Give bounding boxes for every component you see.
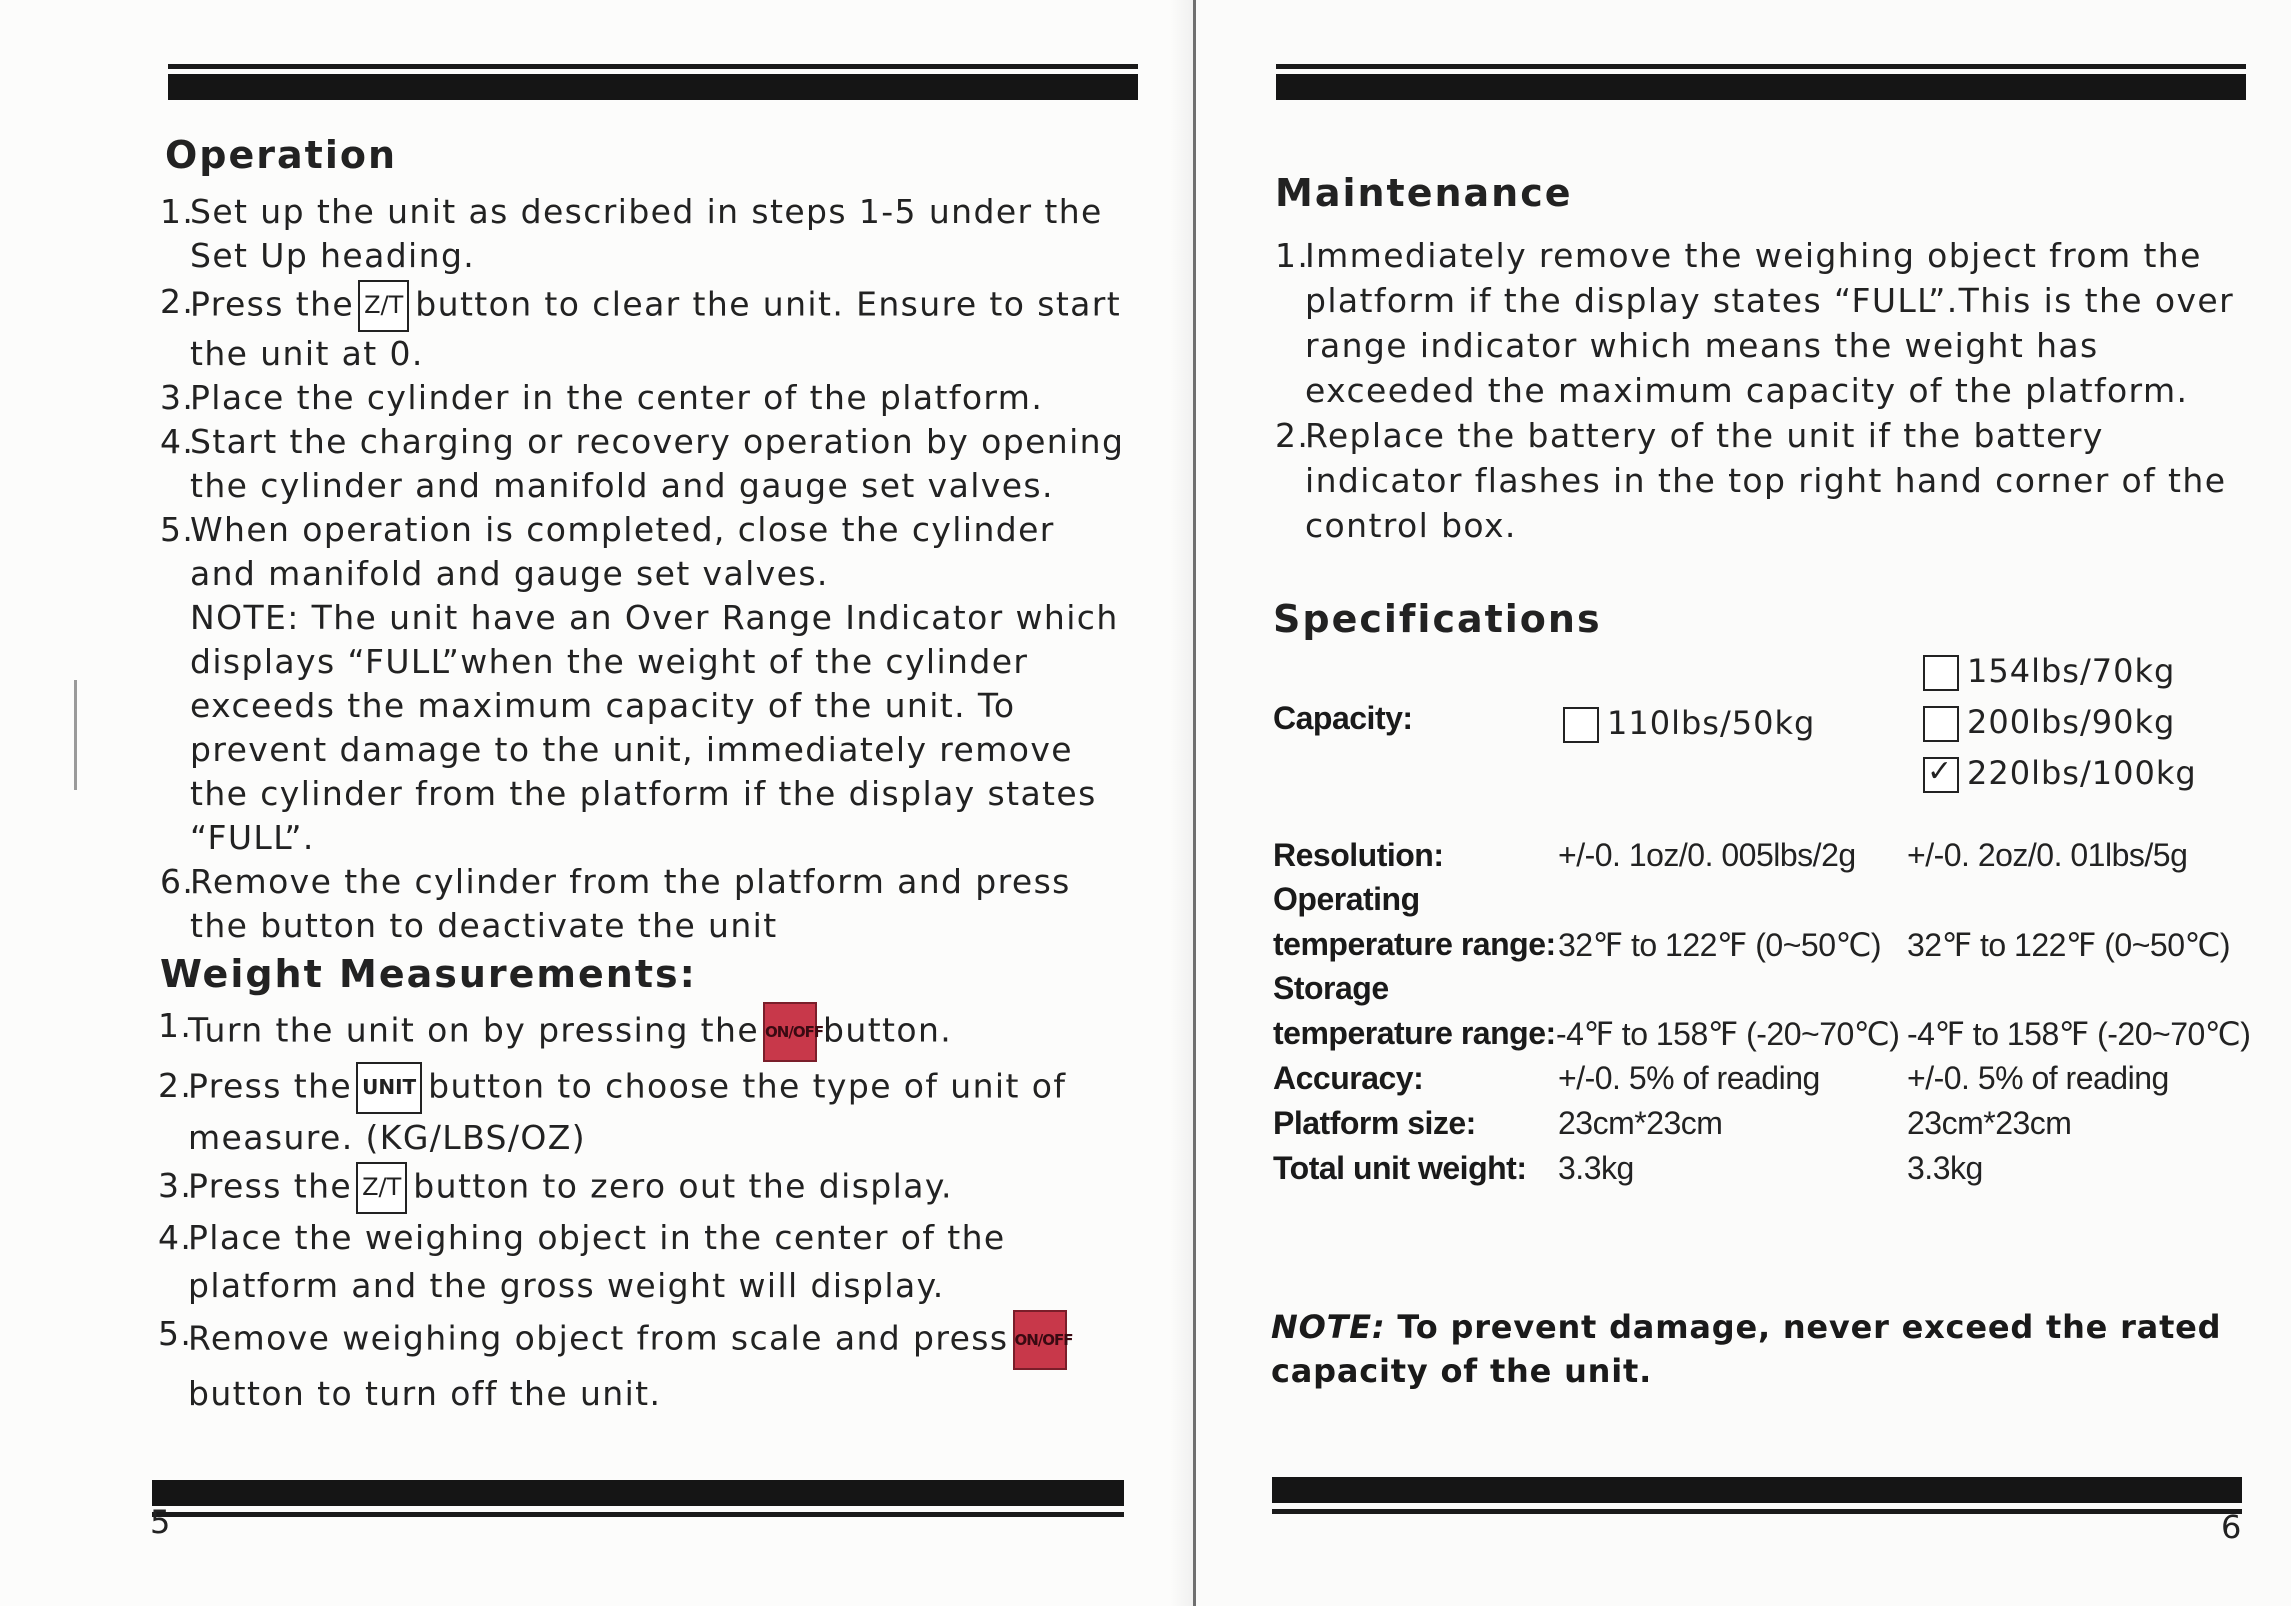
maintenance-step-1: 1. Immediately remove the weighing object from the platform if the display states “FULL”.This is the over range indicator which means the weight has exceeded the maximum capacity of the platform. (1275, 236, 2235, 410)
weight-steps (158, 1002, 1148, 1418)
unit-key-icon: UNIT (356, 1062, 422, 1114)
operation-heading: Operation (165, 133, 398, 177)
operation-step-3: 3. Place the cylinder in the center of the platform. (160, 378, 1044, 417)
header-rule-left (168, 64, 1138, 100)
weight-step-5: 5. Remove weighing object from scale and press ON/OFFbutton to turn off the unit. (158, 1310, 1148, 1418)
checkbox-checked-icon (1923, 754, 1959, 793)
edge-mark (74, 680, 77, 790)
operation-steps (160, 190, 1130, 948)
book-spine (1193, 0, 1196, 1606)
on-off-key-icon: ON/OFF (763, 1002, 817, 1062)
zt-key-icon: Z/T (358, 280, 409, 332)
operation-step-4: 4. Start the charging or recovery operation by opening the cylinder and manifold and gauge set valves. (160, 422, 1125, 505)
page-number-left: 5 (150, 1503, 171, 1541)
checkbox-unchecked-icon (1923, 655, 1959, 691)
weight-step-1: 1. Turn the unit on by pressing the ON/OFFbutton. (158, 1002, 1148, 1062)
capacity-option-200: 200lbs/90kg (1923, 703, 2175, 742)
operation-step-1: 1. Set up the unit as described in steps 1-5 under the Set Up heading. (160, 192, 1103, 275)
specifications-heading: Specifications (1273, 597, 1602, 641)
header-rule-right (1276, 64, 2246, 100)
checkbox-unchecked-icon (1923, 706, 1959, 742)
operation-step-6: 6. Remove the cylinder from the platform and press the button to deactivate the unit (160, 862, 1071, 945)
page-number-right: 6 (2221, 1508, 2242, 1546)
maintenance-steps (1275, 233, 2250, 548)
capacity-label: Capacity: (1273, 700, 1413, 736)
footer-rule-left (152, 1480, 1124, 1517)
footer-rule-right (1272, 1477, 2242, 1514)
over-range-note: NOTE: The unit have an Over Range Indicator which displays “FULL”when the weight of the cylinder exceeds the maximum capacity of the unit. To prevent damage to the unit, immediately remove the cylinder from the platform if the display states “FULL”. (190, 598, 1119, 857)
zt-key-icon: Z/T (356, 1162, 407, 1214)
checkbox-unchecked-icon (1563, 707, 1599, 743)
on-off-key-icon: ON/OFF (1013, 1310, 1067, 1370)
capacity-option-154: 154lbs/70kg (1923, 652, 2175, 691)
capacity-option-110: 110lbs/50kg (1563, 704, 1815, 743)
maintenance-heading: Maintenance (1275, 171, 1573, 215)
weight-measurements-heading: Weight Measurements: (160, 952, 697, 996)
capacity-option-220: ✓ 220lbs/100kg (1923, 754, 2197, 793)
checkmark-icon: ✓ (1927, 754, 1954, 789)
maintenance-step-2: 2. Replace the battery of the unit if the battery indicator flashes in the top right hand corner of the control box. (1275, 416, 2227, 545)
weight-step-3: 3. Press the Z/T button to zero out the display. (158, 1162, 1148, 1214)
operation-step-5: 5. When operation is completed, close the cylinder and manifold and gauge set valves. NOTE: The unit have an Over Range Indicator which displays “FULL”when the weight of the cylinder exceeds the maximum capacity of the unit. To prevent damage to the unit, immediately remove the cylinder from the platform if the display states “FULL”. (160, 508, 1130, 860)
capacity-warning-note: NOTE: To prevent damage, never exceed the rated capacity of the unit. (1271, 1308, 2222, 1390)
weight-step-2: 2. Press the UNIT button to choose the type of unit of measure. (KG/LBS/OZ) (158, 1062, 1148, 1162)
operation-step-2: 2. Press the Z/T button to clear the unit. Ensure to start the unit at 0. (160, 282, 1122, 373)
weight-step-4: 4. Place the weighing object in the center of the platform and the gross weight will display. (158, 1218, 1006, 1305)
